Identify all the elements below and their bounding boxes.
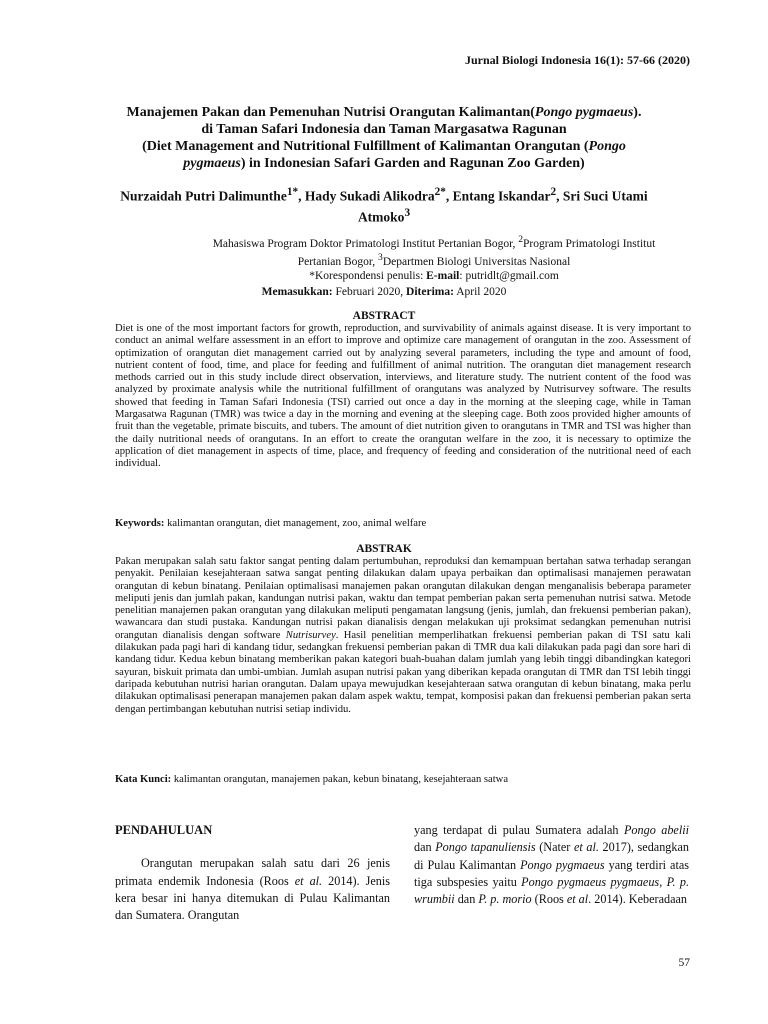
- accepted-date: April 2020: [453, 286, 507, 298]
- abstrak-text-part1: Pakan merupakan salah satu faktor sangat penting dalam pertumbuhan, reproduksi dan kemampuan bertahan satwa terhadap serangan penyakit. Penilaian kesejahteraan satwa sangat penting dilakukan dalam upaya perbaikan dan optimalisasi manajemen perawatan orangutan di kebun binatang. Penilaian optimalisasi manajemen pakan orangutan dilakukan dengan menganalisis beberapa parameter meliputi jenis dan jumlah pakan, kandungan nutrisi pakan, waktu dan tempat pemberian pakan serta pemenuhan nutrisi satwa. Metode penelitian manajemen pakan orangutan yang dilakukan meliputi pengamatan langsung (jenis, jumlah, dan frekuensi pemberian pakan), wawancara dan studi pustaka. Kandungan nutrisi pakan dianalisis dengan melakukan uji proksimat sedangkan pemenuhan nutrisi orangutan dianalisis dengan software: [115, 556, 691, 641]
- affil-1: Mahasiswa Program Doktor Primatologi Institut Pertanian Bogor,: [212, 237, 519, 250]
- intro-c1-b: 2014). Jenis kera besar ini hanya ditemukan di Pulau Kalimantan dan Sumatera. Orangutan: [115, 873, 390, 923]
- keywords: [115, 518, 691, 529]
- email-link[interactable]: : putridlt@gmail.com: [459, 269, 559, 282]
- intro-c1-a: Orangutan merupakan salah satu dari 26 jenis primata endemik Indonesia (Roos: [115, 856, 390, 888]
- intro-c1-it: et al.: [294, 873, 323, 888]
- correspondence-label: *Korespondensi penulis:: [309, 269, 427, 282]
- affil-2: Program Primatologi Institut: [523, 237, 656, 250]
- title-line4-species: pygmaeus: [183, 156, 241, 171]
- journal-header: Jurnal Biologi Indonesia 16(1): 57-66 (2020): [464, 53, 690, 67]
- title-line2: di Taman Safari Indonesia dan Taman Margasatwa Ragunan: [201, 122, 567, 137]
- abstrak-text: [115, 556, 691, 716]
- intro-c2-h: (Roos: [531, 892, 567, 907]
- intro-column-2: [414, 822, 689, 908]
- abstract-text: Diet is one of the most important factors for growth, reproduction, and survivability of animals against disease. It is very important to conduct an animal welfare assessment in an effort to improve and optimize care management of orangutan in the zoo. Assessment of optimization of orangutan diet management carried out by analyzing several parameters, including the type and amount of food, nutrient content of food, time, and place for feeding and fulfillment of animal nutrition. The orangutan diet management research methods carried out in this study include direct observation, interviews, and literature study. The nutrient content of the food was analyzed by proximate analysis while the nutritional fulfillment of orangutans was analyzed by Nutrisurvey software. The results showed that feeding in Taman Safari Indonesia (TSI) carried out once a day in the morning at the sleeping cage, while in Taman Margasatwa Ragunan (TMR) was twice a day in the morning and evening at the sleeping cage. Both zoos provided higher amounts of fruit than the vegetable, primate biscuits, and tubers. The amount of diet nutrition given to orangutans in TMR and TSI was higher than the daily nutritional needs of orangutans. In an effort to create the orangutan welfare in the zoo, it is necessary to optimize the application of diet management in aspects of time, place, and frequency of feeding and consideration of the nutritional need of each individual.: [115, 323, 691, 470]
- author-4: , Sri Suci Utami Atmoko: [357, 188, 648, 224]
- intro-c2-it2: Pongo tapanuliensis: [435, 840, 536, 855]
- affiliations: [150, 233, 718, 283]
- intro-column-1: [115, 822, 390, 924]
- intro-c2-it4: Pongo pygmaeus: [520, 857, 605, 872]
- intro-c2-c: (Nater: [535, 840, 574, 855]
- intro-c2-a: yang terdapat di pulau Sumatera adalah: [414, 823, 624, 837]
- kata-kunci-list: kalimantan orangutan, manajemen pakan, kebun binatang, kesejahteraan satwa: [171, 774, 509, 785]
- received-date: Februari 2020,: [332, 286, 404, 298]
- title-line4: ) in Indonesian Safari Garden and Ragunan Zoo Garden): [240, 156, 585, 171]
- affil-sup-3: 3: [378, 252, 383, 264]
- received-label: Memasukkan:: [261, 286, 333, 298]
- submission-dates: [80, 286, 688, 298]
- author-2: , Hady Sukadi Alikodra: [298, 188, 435, 204]
- intro-paragraph-cont: [414, 822, 689, 908]
- author-3-sup: 2: [550, 186, 557, 198]
- keywords-label: Keywords:: [115, 518, 165, 529]
- abstract-heading: ABSTRACT: [352, 310, 416, 322]
- author-3: , Entang Iskandar: [445, 188, 551, 204]
- affil-4: Departmen Biologi Universitas Nasional: [382, 256, 571, 269]
- intro-c2-i: . 2014). Keberadaan: [588, 892, 687, 907]
- kata-kunci-label: Kata Kunci:: [115, 774, 172, 785]
- title-species: Pongo pygmaeus: [534, 105, 634, 120]
- intro-c2-e: yang terdiri atas tiga subspesies yaitu: [414, 857, 689, 889]
- section-heading: PENDAHULUAN: [115, 823, 213, 837]
- author-4-sup: 3: [404, 206, 411, 219]
- intro-c2-it3: et al.: [573, 840, 599, 855]
- author-1-sup: 1*: [286, 186, 299, 198]
- page-number: 57: [678, 957, 690, 969]
- abstrak-software: Nutrisurvey: [285, 629, 336, 641]
- intro-c2-it6: P. p. wrumbii: [414, 874, 690, 907]
- author-list: [100, 184, 668, 225]
- author-1: Nurzaidah Putri Dalimunthe: [120, 188, 287, 204]
- affil-sup-2: 2: [518, 234, 524, 245]
- intro-c2-d: 2017), sedangkan di Pulau Kalimantan: [414, 840, 689, 872]
- title-line1: Manajemen Pakan dan Pemenuhan Nutrisi Orangutan Kalimantan(: [126, 105, 535, 120]
- author-2-sup: 2*: [434, 186, 446, 198]
- title-line3-species: Pongo: [588, 139, 626, 154]
- intro-c2-it5: Pongo pygmaeus pygmaeus: [521, 874, 660, 889]
- intro-c2-f: ,: [659, 874, 667, 889]
- intro-c2-b: dan: [414, 840, 436, 855]
- title-line3: (Diet Management and Nutritional Fulfillment of Kalimantan Orangutan (: [142, 139, 589, 154]
- intro-c2-g: dan: [454, 892, 479, 907]
- paper-title: [80, 104, 688, 172]
- email-label: E-mail: [426, 269, 460, 282]
- accepted-label: Diterima:: [403, 286, 454, 298]
- title-line1-end: ).: [633, 105, 642, 120]
- kata-kunci: [115, 774, 691, 785]
- affil-3: Pertanian Bogor,: [297, 256, 379, 269]
- abstrak-text-part2: . Hasil penelitian memperlihatkan frekuensi pemberian pakan di TSI satu kali dilakukan pada pagi hari di kandang tidur, sedangkan frekuensi pemberian pakan di TMR dua kali dilakukan pada pagi dan sore hari di kandang tidur. Kedua kebun binatang memberikan pakan kategori buah-buahan dalam jumlah yang lebih tinggi dibandingkan kategori sayuran, biskuit primata dan umbi-umbian. Jumlah asupan nutrisi pakan yang diberikan kepada orangutan di TMR dan TSI lebih tinggi daripada kebutuhan nutrisi harian orangutan. Dalam upaya mewujudkan kesejahteraan satwa orangutan di kebun binatang, maka perlu dilakukan optimalisasi penerapan manajemen pakan dalam aspek waktu, tempat, komposisi pakan dan frekuensi pemberian pakan serta dengan pertimbangan kebutuhan nutrisi setiap individu.: [115, 629, 691, 715]
- intro-c2-it7: P. p. morio: [478, 892, 532, 907]
- keywords-list: kalimantan orangutan, diet management, zoo, animal welfare: [164, 518, 427, 529]
- intro-c2-it1: Pongo abelii: [623, 823, 690, 837]
- abstrak-heading: ABSTRAK: [356, 543, 412, 555]
- intro-paragraph: [115, 855, 390, 924]
- intro-c2-it8: et al: [566, 892, 589, 907]
